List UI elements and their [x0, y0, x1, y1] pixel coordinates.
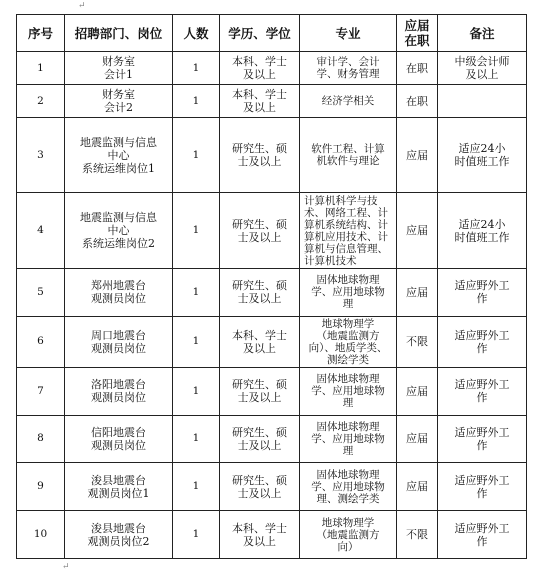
cell-dept: 财务室 会计2 — [65, 85, 173, 118]
cell-education: 本科、学士 及以上 — [220, 52, 300, 85]
cell-dept: 信阳地震台 观测员岗位 — [65, 415, 173, 463]
cell-no: 10 — [17, 511, 65, 559]
cell-status: 应届 — [397, 463, 438, 511]
cell-dept: 周口地震台 观测员岗位 — [65, 316, 173, 367]
cell-education: 研究生、硕 士及以上 — [220, 463, 300, 511]
cell-count: 1 — [173, 52, 220, 85]
cell-major: 软件工程、计算 机软件与理论 — [300, 118, 397, 193]
cell-major: 经济学相关 — [300, 85, 397, 118]
table-row — [17, 367, 527, 415]
cell-count: 1 — [173, 463, 220, 511]
cell-major: 计算机科学与技 术、网络工程、计 算机系统结构、计 算机应用技术、计 算机与信息管理、 计算机技术 — [300, 193, 397, 269]
cell-dept: 郑州地震台 观测员岗位 — [65, 269, 173, 317]
table-row — [17, 118, 527, 193]
cell-note: 适应野外工 作 — [438, 367, 527, 415]
cell-no: 8 — [17, 415, 65, 463]
table-row — [17, 193, 527, 269]
cell-major: 固体地球物理 学、应用地球物 理 — [300, 367, 397, 415]
cell-major: 固体地球物理 学、应用地球物 理 — [300, 415, 397, 463]
cell-no: 2 — [17, 85, 65, 118]
cell-no: 3 — [17, 118, 65, 193]
cell-dept: 浚县地震台 观测员岗位1 — [65, 463, 173, 511]
cell-education: 本科、学士 及以上 — [220, 85, 300, 118]
cell-note: 适应野外工 作 — [438, 463, 527, 511]
cell-status: 在职 — [397, 52, 438, 85]
cell-major: 地球物理学 （地震监测方 向） — [300, 511, 397, 559]
cell-status: 应届 — [397, 118, 438, 193]
header-note: 备注 — [438, 15, 527, 52]
cell-no: 9 — [17, 463, 65, 511]
cell-count: 1 — [173, 269, 220, 317]
cell-education: 研究生、硕 士及以上 — [220, 269, 300, 317]
cell-status: 不限 — [397, 511, 438, 559]
cell-no: 5 — [17, 269, 65, 317]
cell-status: 应届 — [397, 269, 438, 317]
table-row — [17, 316, 527, 367]
cell-note: 适应24小 时值班工作 — [438, 118, 527, 193]
cell-note: 中级会计师 及以上 — [438, 52, 527, 85]
cell-no: 4 — [17, 193, 65, 269]
cell-note: 适应野外工 作 — [438, 415, 527, 463]
cell-note: 适应24小 时值班工作 — [438, 193, 527, 269]
recruitment-table — [16, 14, 527, 559]
cell-dept: 地震监测与信息 中心 系统运维岗位2 — [65, 193, 173, 269]
cell-major: 固体地球物理 学、应用地球物 理 — [300, 269, 397, 317]
cell-count: 1 — [173, 415, 220, 463]
cell-status: 应届 — [397, 193, 438, 269]
cell-note — [438, 85, 527, 118]
cell-count: 1 — [173, 367, 220, 415]
header-status: 应届 在职 — [397, 15, 438, 52]
cell-major: 审计学、会计 学、财务管理 — [300, 52, 397, 85]
cell-count: 1 — [173, 511, 220, 559]
cell-dept: 洛阳地震台 观测员岗位 — [65, 367, 173, 415]
table-row — [17, 415, 527, 463]
cell-education: 本科、学士 及以上 — [220, 316, 300, 367]
header-dept: 招聘部门、岗位 — [65, 15, 173, 52]
table-row — [17, 269, 527, 317]
table-row — [17, 463, 527, 511]
cell-count: 1 — [173, 118, 220, 193]
header-count: 人数 — [173, 15, 220, 52]
cell-status: 在职 — [397, 85, 438, 118]
cell-dept: 浚县地震台 观测员岗位2 — [65, 511, 173, 559]
header-major: 专业 — [300, 15, 397, 52]
cell-status: 不限 — [397, 316, 438, 367]
cell-status: 应届 — [397, 415, 438, 463]
cell-no: 6 — [17, 316, 65, 367]
table-header-row — [17, 15, 527, 52]
header-no: 序号 — [17, 15, 65, 52]
cell-education: 研究生、硕 士及以上 — [220, 367, 300, 415]
cell-no: 1 — [17, 52, 65, 85]
cell-education: 研究生、硕 士及以上 — [220, 193, 300, 269]
cell-count: 1 — [173, 316, 220, 367]
cell-major: 地球物理学 （地震监测方 向）、地质学类、 测绘学类 — [300, 316, 397, 367]
cell-note: 适应野外工 作 — [438, 269, 527, 317]
cell-education: 本科、学士 及以上 — [220, 511, 300, 559]
cell-dept: 财务室 会计1 — [65, 52, 173, 85]
cell-note: 适应野外工 作 — [438, 316, 527, 367]
cell-count: 1 — [173, 85, 220, 118]
cell-note: 适应野外工 作 — [438, 511, 527, 559]
paragraph-mark-top: ↵ — [78, 1, 86, 11]
table-row — [17, 511, 527, 559]
cell-count: 1 — [173, 193, 220, 269]
cell-status: 应届 — [397, 367, 438, 415]
cell-education: 研究生、硕 士及以上 — [220, 118, 300, 193]
cell-no: 7 — [17, 367, 65, 415]
paragraph-mark-bottom: ↵ — [62, 562, 70, 572]
cell-education: 研究生、硕 士及以上 — [220, 415, 300, 463]
cell-major: 固体地球物理 学、应用地球物 理、测绘学类 — [300, 463, 397, 511]
cell-dept: 地震监测与信息 中心 系统运维岗位1 — [65, 118, 173, 193]
table-row — [17, 85, 527, 118]
header-education: 学历、学位 — [220, 15, 300, 52]
table-row — [17, 52, 527, 85]
